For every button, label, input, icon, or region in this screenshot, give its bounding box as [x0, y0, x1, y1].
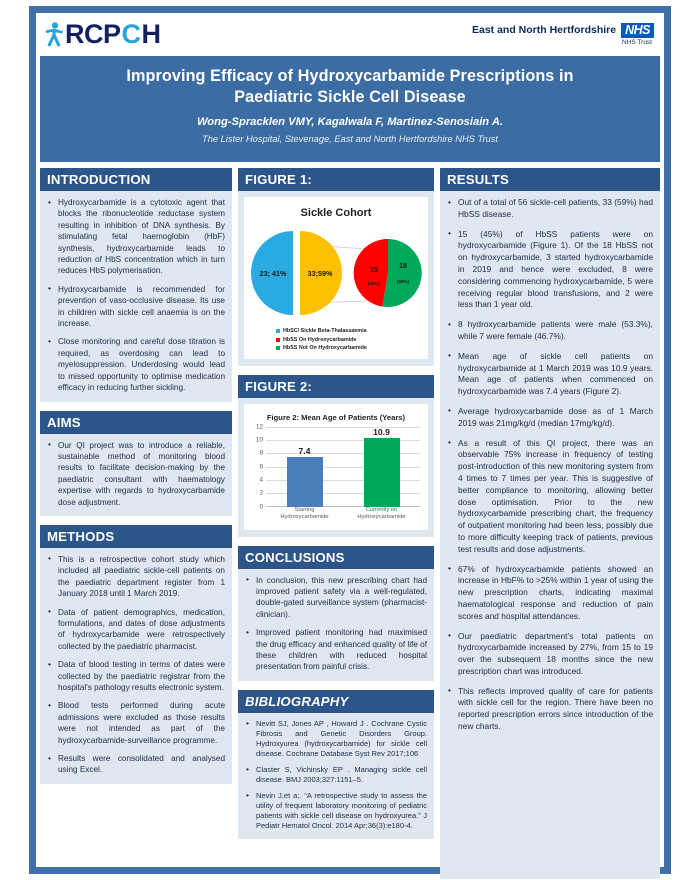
x-axis-labels: [266, 507, 420, 525]
pie-chart-title: Sickle Cohort: [300, 207, 372, 219]
svg-text:(45%): (45%): [367, 281, 381, 286]
figure1-chart: [244, 197, 428, 359]
list-item: • Hydroxycarbamide is a cytotoxic agent that blocks the ribonucleotide reductase system resulting in inhibition of DNA synthesis. By stimulating fetal haemoglobin (HbF) synthesis, hydroxycarbamide leads to reduction of HbS concentration which in turn reduces HbS polymerisation.: [47, 197, 225, 277]
list-item: • Claster S, Vichinsky EP . Managing sickle cell disease. BMJ 2003;327:1151–5.: [245, 765, 427, 785]
legend-swatch: [276, 346, 280, 350]
nhs-logo: NHS: [621, 23, 654, 38]
y-axis-tick: 8: [259, 449, 263, 457]
figure2-chart: [244, 404, 428, 530]
section-results: [440, 168, 660, 879]
list-item: • 8 hydroxycarbamide patients were male (53.3%), while 7 were female (46.7%).: [447, 319, 653, 343]
list-item: • This reflects improved quality of care for patients with sickle cell for the region. There have been no reported prescription errors since introduction of the new charts.: [447, 686, 653, 733]
section-heading-bibliography: BIBLIOGRAPHY: [238, 690, 434, 713]
section-heading-introduction: INTRODUCTION: [40, 168, 232, 191]
section-methods: [40, 525, 232, 784]
list-item: • Blood tests performed during acute admissions were excluded as those results were not intended as part of the hydroxycarbamide-surveillance programme.: [47, 700, 225, 746]
pie-of-pie-svg: [248, 223, 424, 323]
list-item: • 67% of hydroxycarbamide patients showed an increase in HbF% to >25% within 1 year of using the new prescription charts, indicating maximal haematological response and reduction of pain scores and hospital attendances.: [447, 564, 653, 623]
list-item: • This is a retrospective cohort study which included all paediatric sickle-cell patients on the paediatric department register from 1 January 2018 until 1 March 2019.: [47, 554, 225, 600]
y-axis-tick: 10: [255, 436, 263, 444]
nhs-trust-name: East and North Hertfordshire: [471, 24, 617, 36]
x-axis-tick-line: Starting: [294, 506, 315, 513]
bar-series: [266, 427, 420, 507]
y-axis-tick: 6: [259, 463, 263, 470]
page-title-line1: Improving Efficacy of Hydroxycarbamide Prescriptions in: [126, 67, 574, 85]
section-heading-figure1: FIGURE 1:: [238, 168, 434, 191]
bar-rect: [364, 438, 400, 507]
list-item: • In conclusion, this new prescribing chart had improved patient safety via a well-regulated, double-gated surveillance system (pharmacist-clinician).: [245, 575, 427, 621]
list-item: • Mean age of sickle cell patients on hydroxycarbamide at 1 March 2019 was 10.9 years. Mean age of patients when commenced on hydroxycarbamide was 7.4 years (Figure 2).: [447, 351, 653, 398]
svg-text:18: 18: [399, 263, 407, 270]
logo-bar: [40, 14, 660, 54]
list-item: • Nevitt SJ, Jones AP , Howard J . Cochrane Cystic Fibrosis and Genetic Disorders Group. Hydroxyurea (hydroxycarbamide) for sickle cell disease. Cochrane Database Syst Rev 2017;106: [245, 719, 427, 759]
rcpch-star-icon: [44, 21, 64, 47]
pie-chart-area: [248, 223, 424, 325]
list-item: • Data of patient demographics, medication, formulations, and dates of dose adjustments of hydroxycarbamide were retrospectively collected by the paediatric pharmacist.: [47, 607, 225, 653]
svg-text:15: 15: [370, 267, 378, 274]
column-left: [40, 168, 232, 793]
column-middle: [238, 168, 434, 848]
section-heading-results: RESULTS: [440, 168, 660, 191]
legend-item: [276, 337, 424, 343]
rcpch-logo: [40, 19, 161, 50]
x-axis-tick-line: Hydroxycarbamide: [280, 514, 329, 520]
list-item: • Out of a total of 56 sickle-cell patients, 33 (59%) had HbSS disease.: [447, 197, 653, 221]
x-axis-tick-label: [271, 507, 339, 525]
section-introduction: [40, 168, 232, 402]
list-item: • Hydroxycarbamide is recommended for prevention of vaso-occlusive disease. Its use in children with sickle cell anaemia is on the increase.: [47, 284, 225, 330]
legend-swatch: [276, 338, 280, 342]
x-axis-tick-label: [348, 507, 416, 525]
legend-swatch: [276, 329, 280, 333]
conclusions-list: [245, 575, 427, 673]
methods-list: [47, 554, 225, 776]
legend-item: [276, 328, 424, 334]
legend-label: HbSS On Hydroxycarbamide: [283, 336, 357, 343]
section-heading-conclusions: CONCLUSIONS: [238, 546, 434, 569]
bibliography-list: [245, 719, 427, 831]
pie-chart-legend: [248, 328, 424, 351]
x-axis-tick-line: Currently on: [365, 506, 398, 513]
svg-text:33;59%: 33;59%: [307, 269, 333, 278]
y-axis-tick: 12: [255, 423, 263, 430]
aims-list: [47, 440, 225, 508]
section-heading-methods: METHODS: [40, 525, 232, 548]
section-bibliography: [238, 690, 434, 839]
y-axis-tick: 2: [259, 489, 263, 497]
authors: Wong-Spracklen VMY, Kagalwala F, Martinez-Senosiain A.: [196, 116, 504, 128]
bar-value-label: 10.9: [373, 426, 390, 437]
affiliation: The Lister Hospital, Stevenage, East and North Hertfordshire NHS Trust: [202, 134, 498, 144]
svg-text:(55%): (55%): [396, 279, 410, 284]
legend-item: [276, 345, 424, 351]
rcpch-wordmark-accent: C: [121, 18, 141, 49]
list-item: • Close monitoring and careful dose titration is required, as overdosing can lead to myelosuppression. Underdosing would lead to missed opportunity to optimise medication efficacy in reducing further sickling.: [47, 336, 225, 393]
legend-label: HbSC/ Sickle Beta-Thalassaemia: [283, 328, 367, 334]
bar-value-label: 7.4: [298, 446, 311, 457]
nhs-trust-subtitle: NHS Trust: [622, 38, 652, 46]
list-item: • Our paediatric department's total patients on hydroxycarbamide increased by 27%, from 15 to 19 over the subsequent 18 months since the new prescription chart was introduced.: [447, 631, 653, 678]
introduction-list: [47, 197, 225, 394]
section-figure2: [238, 375, 434, 537]
bar-chart-area: [248, 423, 424, 525]
x-axis-tick-line: Hydroxycarbamide: [357, 514, 406, 520]
column-right: [440, 168, 660, 880]
list-item: • As a result of this QI project, there was an observable 75% increase in frequency of testing post-introduction of this new monitoring system from 4 times to 7 times per year. This is suggestive of better compliance to monitoring, allowing better dose optimisation. Prior to the new hydroxycarbamide prescribing chart, the frequency of outpatient monitoring had been less, possibly due to more difficulty keeping track of patients, previous test results and dose adjustments.: [447, 438, 653, 556]
list-item: • Data of blood testing in terms of dates were collected by the paediatric registrar from the hospital's pathology results electronic system.: [47, 659, 225, 693]
bar-group: [348, 427, 416, 507]
page-title: [66, 66, 634, 108]
y-axis-tick: 0: [259, 503, 263, 510]
section-aims: [40, 411, 232, 516]
y-axis-tick: 4: [259, 476, 263, 484]
rcpch-wordmark-suffix: H: [141, 18, 161, 49]
list-item: • Nevin J,et a;. “A retrospective study to assess the utility of frequent laboratory monitoring of pediatric patients with sickle cell disease on hydroxyurea.” J Pediatr Hematol Oncol. 2014 Apr;36(3):e180-4.: [245, 791, 427, 831]
list-item: • Average hydroxycarbamide dose as of 1 March 2019 was 21mg/kg/d (median 17mg/kg/d).: [447, 406, 653, 430]
list-item: • Improved patient monitoring had maximised the drug efficacy and enhanced quality of life of these children with reduced hospital presentation from painful crisis.: [245, 627, 427, 673]
bar-rect: [287, 457, 323, 506]
nhs-logo-block: [472, 23, 660, 46]
bar-chart-title: Figure 2: Mean Age of Patients (Years): [266, 412, 406, 422]
bar-group: [271, 427, 339, 507]
svg-text:23; 41%: 23; 41%: [259, 269, 287, 278]
list-item: • 15 (45%) of HbSS patients were on hydroxycarbamide (Figure 1). Of the 18 HbSS not on hydroxycarbamide, 3 started hydroxycarbamide in 2019 and hence were excluded, 8 were considering commencing hydroxycarbamide, 5 were receiving regular blood transfusions, and 2 were less than 1 year old.: [447, 229, 653, 312]
section-heading-figure2: FIGURE 2:: [238, 375, 434, 398]
section-figure1: [238, 168, 434, 366]
title-banner: [40, 56, 660, 162]
section-heading-aims: AIMS: [40, 411, 232, 434]
section-conclusions: [238, 546, 434, 681]
rcpch-wordmark-prefix: RCP: [65, 18, 121, 49]
list-item: • Our QI project was to introduce a reliable, sustainable method of monitoring blood results to facilitate decision-making by the paediatric consultant with haematology expertise with regards to hydroxycarbamide dose adjustment.: [47, 440, 225, 508]
results-list: [447, 197, 653, 733]
legend-label: HbSS Not On Hydroxycarbamide: [283, 345, 367, 351]
list-item: • Results were consolidated and analysed using Excel.: [47, 753, 225, 776]
page-title-line2: Paediatric Sickle Cell Disease: [234, 88, 466, 106]
